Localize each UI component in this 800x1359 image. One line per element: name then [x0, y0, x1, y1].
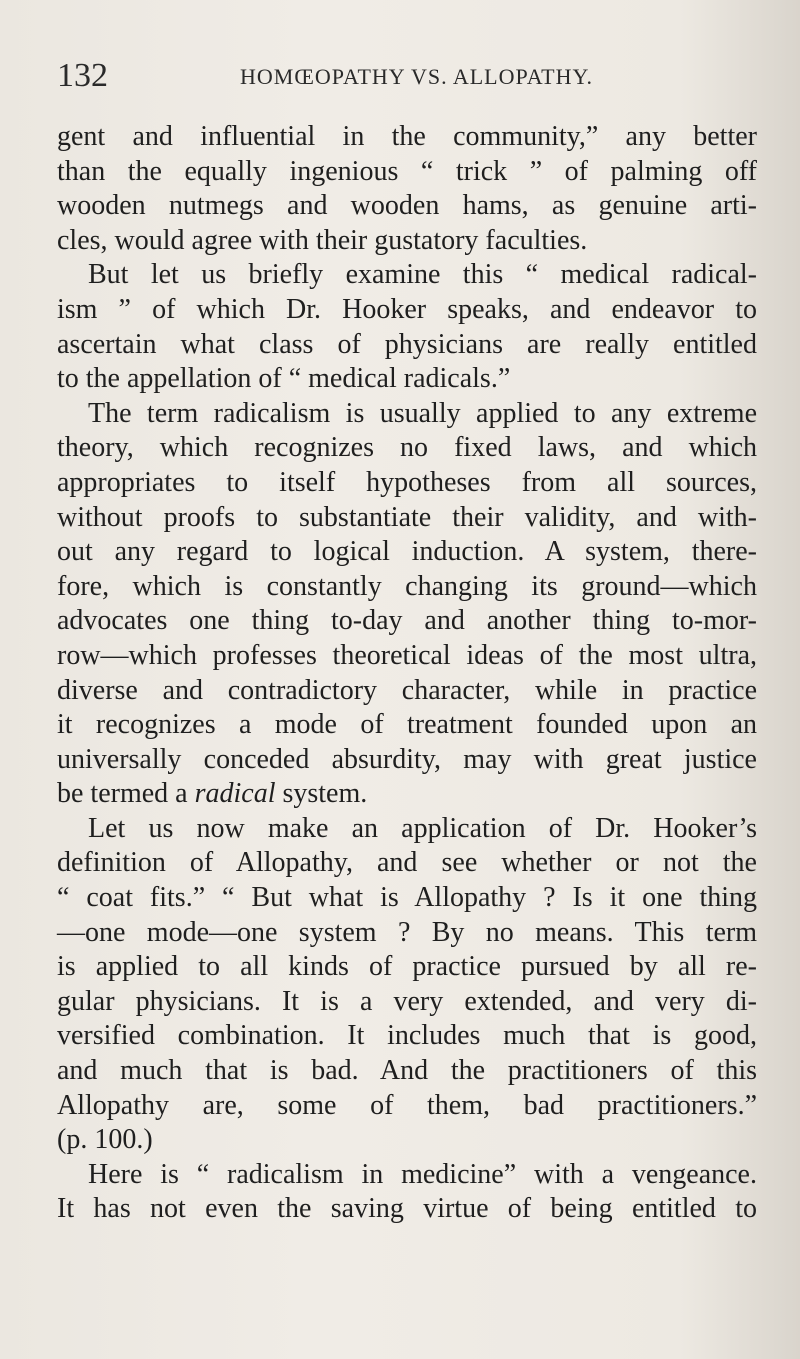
text-line: [57, 812, 757, 847]
text-line-content: wooden nutmegs and wooden hams, as genuine arti-: [57, 190, 757, 222]
text-line-content: definition of Allopathy, and see whether or not the: [57, 847, 757, 879]
text-line: [57, 466, 757, 501]
text-line: [57, 189, 757, 224]
running-head: HOMŒOPATHY VS. ALLOPATHY.: [240, 64, 594, 89]
text-line-content: —one mode—one system ? By no means. This term: [57, 916, 757, 948]
text-line-content: out any regard to logical induction. A system, there-: [57, 536, 757, 568]
text-line-content: row—which professes theoretical ideas of the most ultra,: [57, 639, 757, 671]
text-line-content: ascertain what class of physicians are really entitled: [57, 328, 757, 360]
text-line-content: cles, would agree with their gustatory faculties.: [57, 224, 588, 256]
text-line: [57, 258, 757, 293]
text-line-content: without proofs to substantiate their validity, and with-: [57, 501, 757, 533]
text-line: [57, 604, 757, 639]
text-line-content: universally conceded absurdity, may with great justice: [57, 743, 757, 775]
text-line: [57, 708, 757, 743]
text-line: [57, 985, 757, 1020]
text-line-content: be termed a: [57, 778, 195, 810]
text-line: [57, 846, 757, 881]
text-line-content: But let us briefly examine this “ medical radical-: [88, 259, 757, 291]
text-line-content: fore, which is constantly changing its ground—which: [57, 570, 757, 602]
text-line-content: than the equally ingenious “ trick ” of palming off: [57, 155, 757, 187]
text-line-content: advocates one thing to-day and another thing to-mor-: [57, 605, 757, 637]
text-line-content: diverse and contradictory character, while in practice: [57, 674, 757, 706]
text-line: [57, 639, 757, 674]
text-line-content: and much that is bad. And the practitioners of this: [57, 1055, 757, 1087]
text-line-content: (p. 100.): [57, 1124, 153, 1156]
text-line-content: to the appellation of “ medical radicals.”: [57, 363, 511, 395]
text-line: [57, 570, 757, 605]
text-line-content: is applied to all kinds of practice pursued by all re-: [57, 951, 757, 983]
text-line: [57, 120, 757, 155]
text-line: [57, 950, 757, 985]
text-line: [57, 155, 757, 190]
text-line: [57, 224, 757, 259]
text-line-content: versified combination. It includes much that is good,: [57, 1020, 757, 1052]
text-line: [57, 362, 757, 397]
text-line: [57, 1019, 757, 1054]
text-line: [57, 397, 757, 432]
text-line: [57, 1089, 757, 1124]
text-line-content: The term radicalism is usually applied to any extreme: [88, 397, 757, 429]
text-line-content: theory, which recognizes no fixed laws, and which: [57, 432, 757, 464]
text-line: [57, 674, 757, 709]
text-line: [57, 1123, 757, 1158]
italic-word: radical: [194, 778, 276, 810]
text-line-content: ism ” of which Dr. Hooker speaks, and endeavor to: [57, 293, 757, 325]
text-line: [57, 881, 757, 916]
text-line: [57, 1192, 757, 1227]
text-line: [57, 293, 757, 328]
text-line: [57, 501, 757, 536]
text-line-content: Let us now make an application of Dr. Hooker’s: [88, 812, 757, 844]
page-header: [57, 56, 747, 96]
text-line-content: Allopathy are, some of them, bad practitioners.”: [57, 1089, 757, 1121]
text-line: [57, 1158, 757, 1193]
text-line-content: gent and influential in the community,” any better: [57, 121, 757, 152]
text-line-content: Here is “ radicalism in medicine” with a vengeance.: [88, 1158, 757, 1190]
text-line: [57, 916, 757, 951]
body-text: [57, 120, 757, 1227]
text-line: [57, 1054, 757, 1089]
text-line-tail: system.: [275, 778, 368, 810]
text-line-content: “ coat fits.” “ But what is Allopathy ? Is it one thing: [57, 882, 757, 914]
page-number: 132: [57, 57, 108, 94]
text-line: [57, 777, 757, 812]
text-line: [57, 328, 757, 363]
text-line: [57, 431, 757, 466]
text-line: [57, 535, 757, 570]
text-line-content: it recognizes a mode of treatment founded upon an: [57, 709, 757, 741]
text-line: [57, 743, 757, 778]
text-line-content: gular physicians. It is a very extended, and very di-: [57, 985, 757, 1017]
text-line-content: It has not even the saving virtue of being entitled to: [57, 1193, 757, 1225]
text-line-content: appropriates to itself hypotheses from all sources,: [57, 466, 757, 498]
